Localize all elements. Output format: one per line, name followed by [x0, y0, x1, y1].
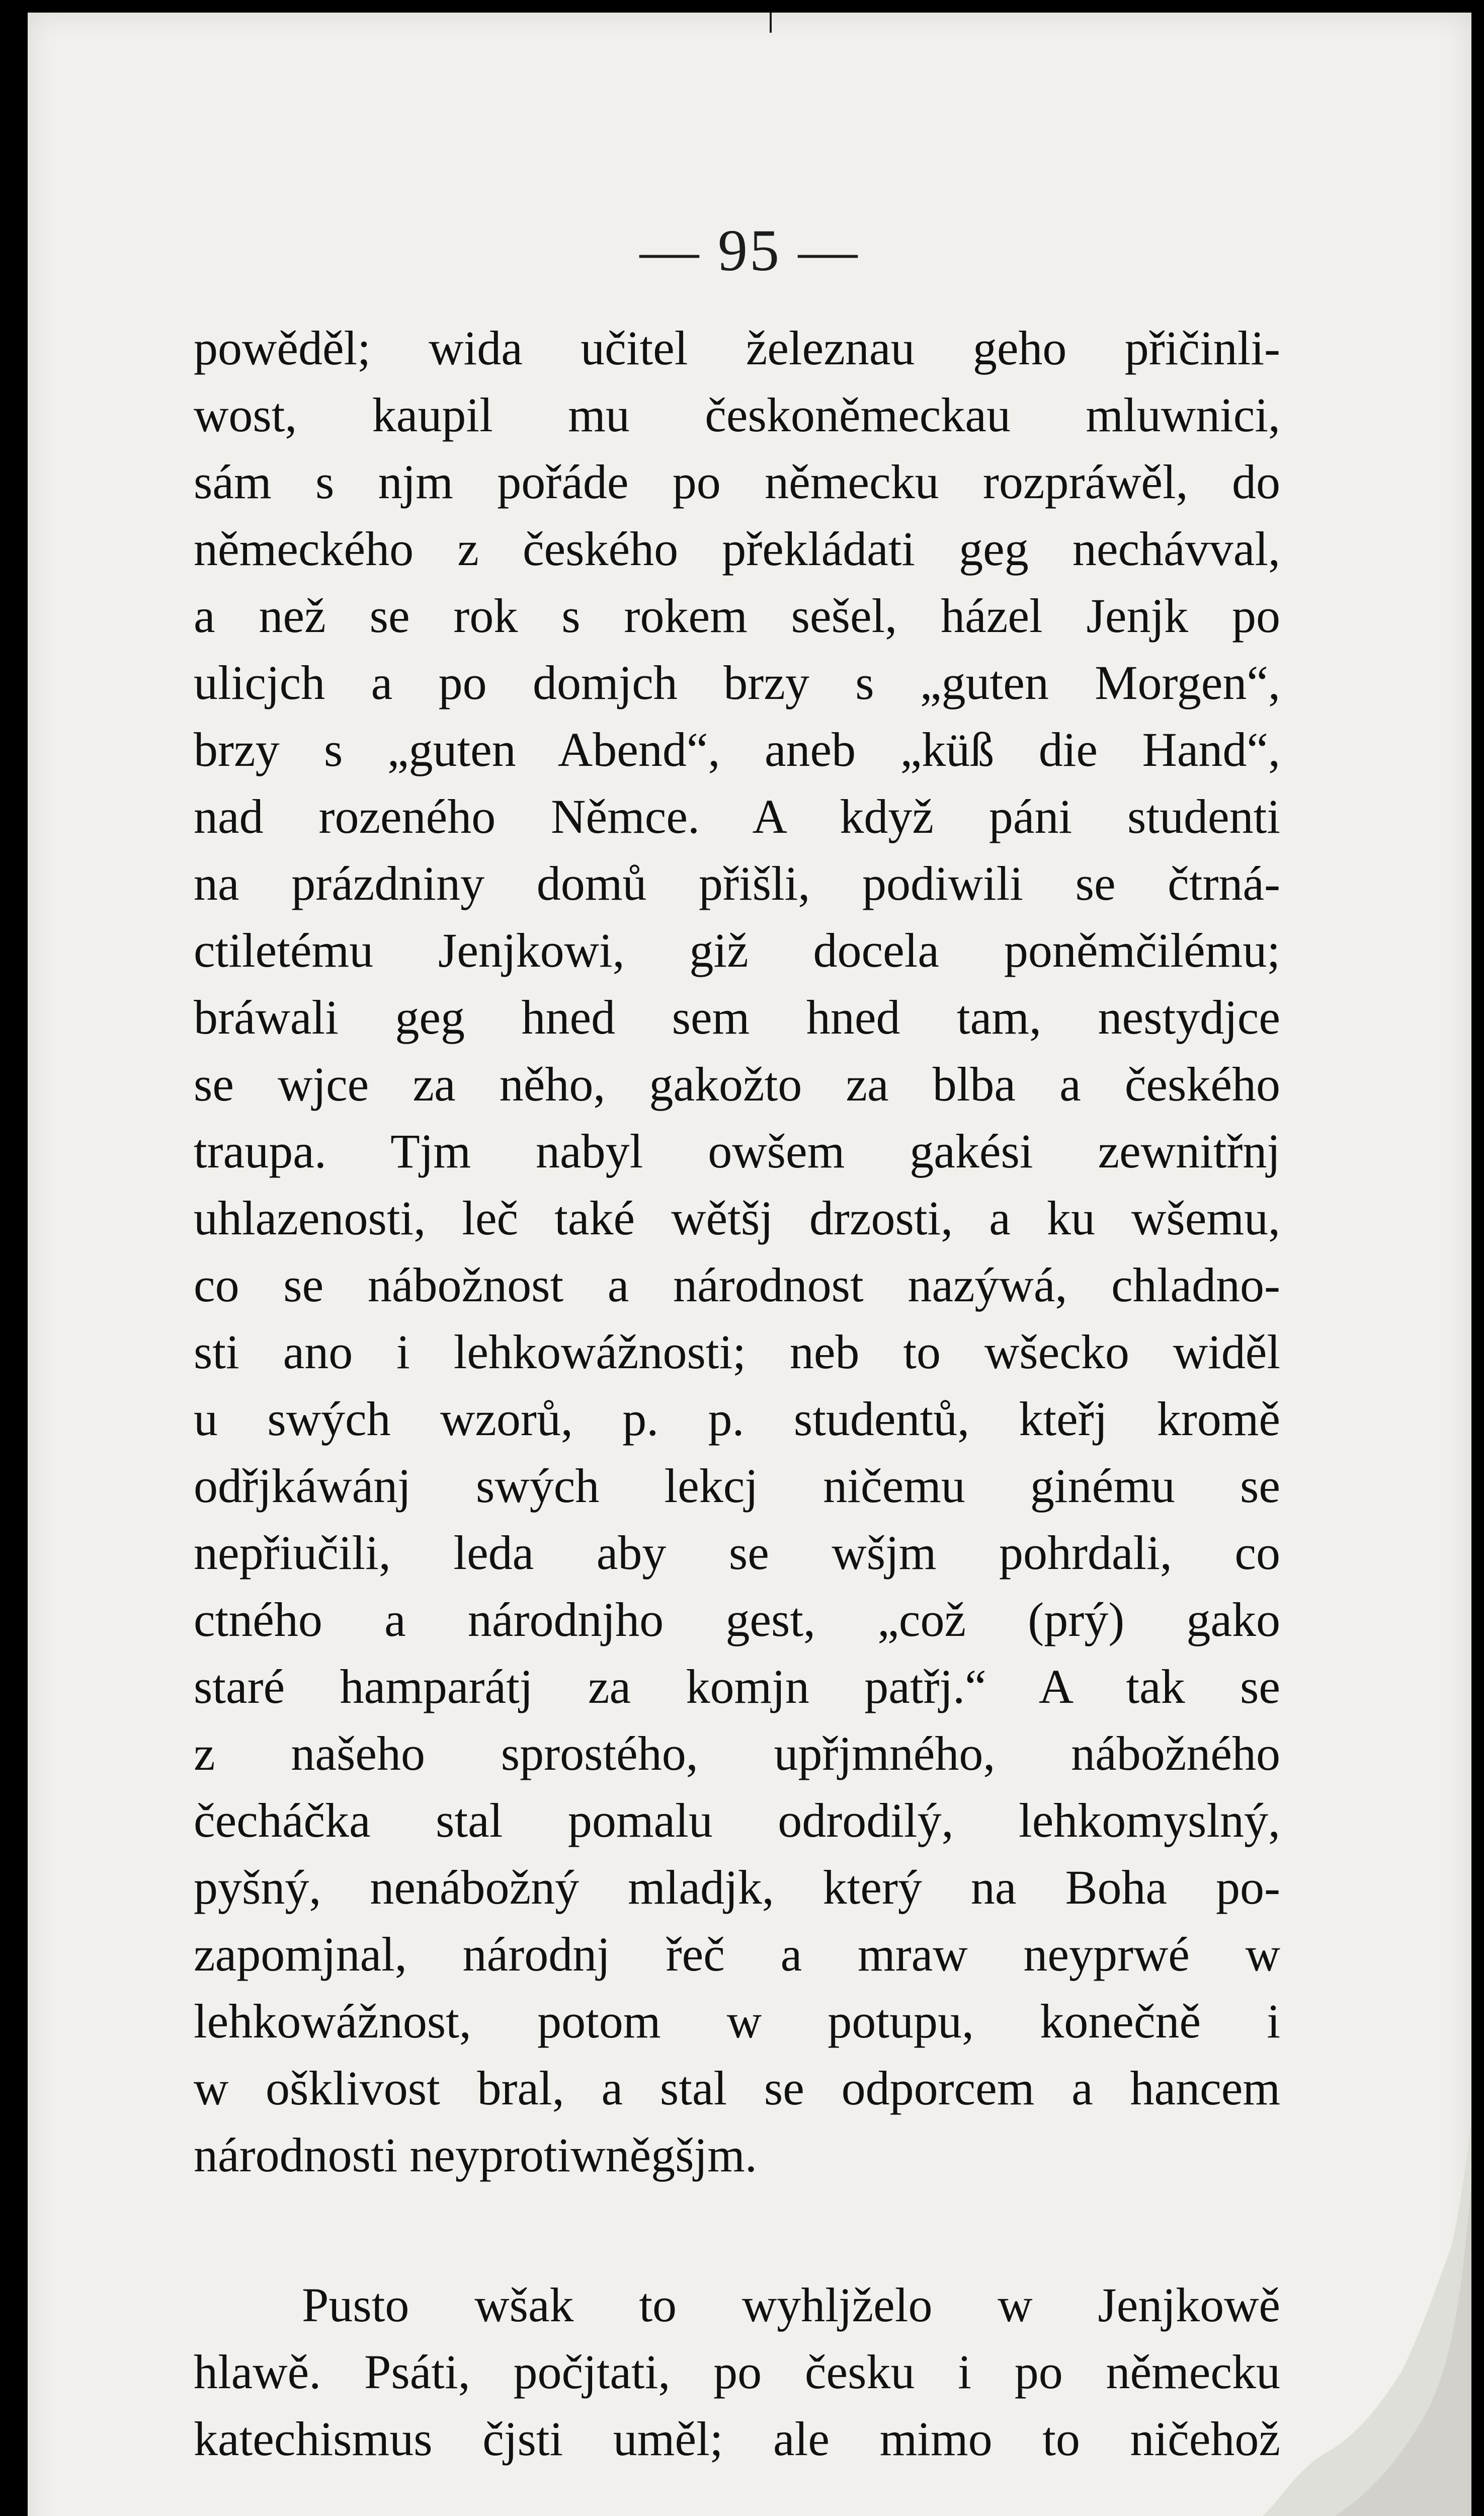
text-line: uhlazenosti, leč také wětšj drzosti, a ku wšemu, [194, 1191, 1280, 1245]
text-line: ctiletému Jenjkowi, giž docela poněmčilému; [194, 923, 1280, 977]
scan-mark [770, 13, 772, 33]
text-line: německého z českého překládati geg nechávval, [194, 522, 1280, 576]
text-line: lehkowážnost, potom w potupu, konečně i [194, 1994, 1280, 2048]
text-line: nepřiučili, leda aby se wšjm pohrdali, co [194, 1526, 1280, 1580]
text-line: sám s njm pořáde po německu rozpráwěl, do [194, 455, 1280, 509]
text-line: traupa. Tjm nabyl owšem gakési zewnitřnj [194, 1124, 1280, 1178]
text-line: a než se rok s rokem sešel, házel Jenjk po [194, 589, 1280, 643]
text-line: odřjkáwánj swých lekcj ničemu ginému se [194, 1459, 1280, 1513]
text-line: Pusto wšak to wyhljželo w Jenjkowě [302, 2278, 1280, 2332]
text-line: zapomjnal, národnj řeč a mraw neyprwé w [194, 1927, 1280, 1981]
text-line: se wjce za něho, gakožto za blba a českého [194, 1057, 1280, 1111]
text-line: w ošklivost bral, a stal se odporcem a hancem [194, 2061, 1280, 2115]
text-line: pyšný, nenábožný mladjk, který na Boha po- [194, 1860, 1280, 1914]
text-line: ctného a národnjho gest, „což (prý) gako [194, 1593, 1280, 1646]
text-line: sti ano i lehkowážnosti; neb to wšecko widěl [194, 1325, 1280, 1379]
text-line: čecháčka stal pomalu odrodilý, lehkomyslný, [194, 1793, 1280, 1847]
text-line: národnosti neyprotiwněgšjm. [194, 2128, 757, 2182]
text-line: brzy s „guten Abend“, aneb „küß die Hand“, [194, 723, 1280, 776]
text-line: hlawě. Psáti, počjtati, po česku i po německu [194, 2345, 1280, 2399]
page-number: — 95 — [639, 217, 860, 283]
text-line: staré hamparátj za komjn patřj.“ A tak se [194, 1660, 1280, 1713]
paragraph-1 [194, 314, 1280, 2188]
text-line: bráwali geg hned sem hned tam, nestydjce [194, 990, 1280, 1044]
text-line: powěděl; wida učitel železnau geho přičinli- [194, 321, 1280, 375]
text-line: z našeho sprostého, upřjmného, nábožného [194, 1726, 1280, 1780]
text-line: na prázdniny domů přišli, podiwili se čtrná- [194, 856, 1280, 910]
paper-wear-stain [1109, 2121, 1471, 2516]
text-line: ulicjch a po domjch brzy s „guten Morgen“, [194, 656, 1280, 710]
book-page [28, 13, 1471, 2516]
text-line: nad rozeného Němce. A když páni studenti [194, 790, 1280, 843]
text-line: katechismus čjsti uměl; ale mimo to ničehož [194, 2412, 1280, 2466]
text-line: wost, kaupil mu českoněmeckau mluwnici, [194, 388, 1280, 442]
text-line: co se nábožnost a národnost nazýwá, chladno- [194, 1258, 1280, 1312]
text-line: u swých wzorů, p. p. studentů, kteřj kromě [194, 1392, 1280, 1446]
